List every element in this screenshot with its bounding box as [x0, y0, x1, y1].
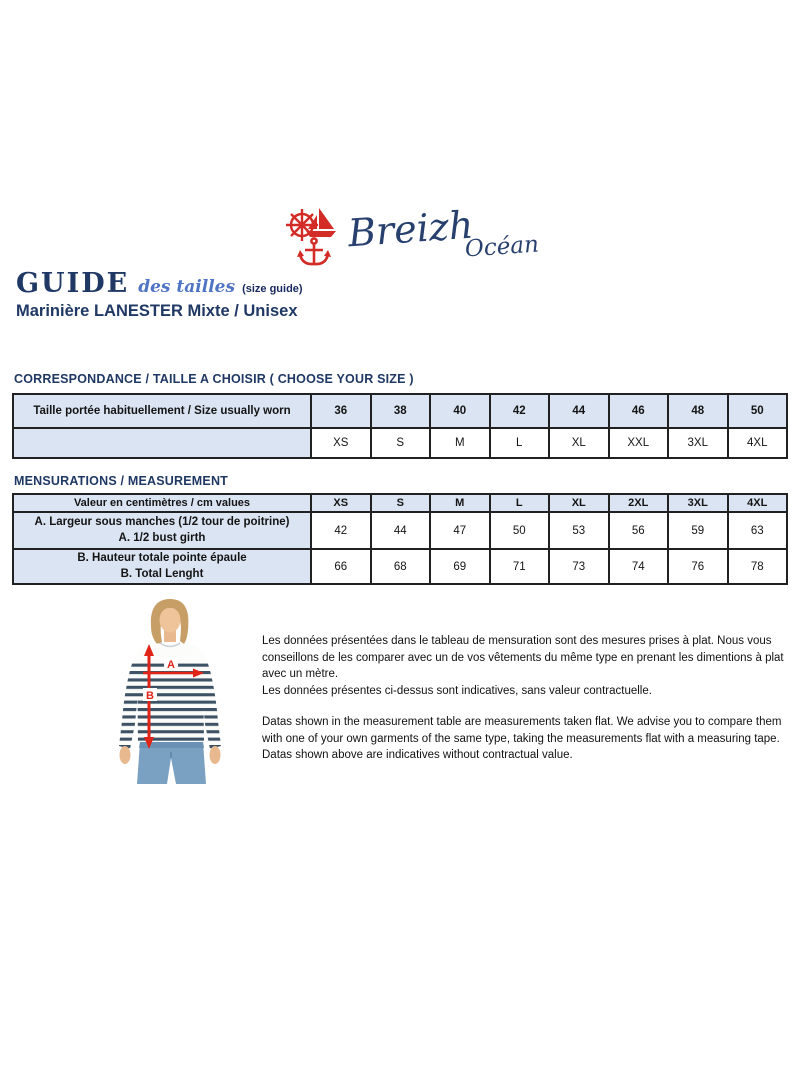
size-header-cell: M [430, 494, 490, 512]
value-cell: 71 [490, 549, 550, 584]
size-cell: XL [549, 428, 609, 458]
value-cell: 76 [668, 549, 728, 584]
table-row-bust [13, 512, 787, 549]
measurement-label-en: B. Total Lenght [120, 567, 204, 580]
value-cell: 66 [311, 549, 371, 584]
value-cell: 73 [549, 549, 609, 584]
value-cell: 47 [430, 512, 490, 549]
note-fr-2: Les données présentes ci-dessus sont indicatives, sans valeur contractuelle. [262, 684, 652, 697]
measurement-section-title: MENSURATIONS / MEASUREMENT [14, 474, 229, 488]
header-label: Valeur en centimètres / cm values [13, 494, 311, 512]
size-header-cell: 3XL [668, 494, 728, 512]
row-label: Taille portée habituellement / Size usually worn [13, 394, 311, 428]
brand-logo [286, 204, 539, 270]
measurement-label-fr: A. Largeur sous manches (1/2 tour de poitrine) [34, 515, 290, 528]
value-cell: 53 [549, 512, 609, 549]
product-title: Marinière LANESTER Mixte / Unisex [16, 302, 298, 320]
value-cell: 69 [430, 549, 490, 584]
size-cell: 44 [549, 394, 609, 428]
size-cell: 42 [490, 394, 550, 428]
note-en-1: Datas shown in the measurement table are measurements taken flat. We advise you to compare them with one of your own garments of the same type, taking the measurements flat with a measuring tape. [262, 716, 782, 745]
model-measurement-photo [107, 596, 255, 784]
size-header-cell: S [371, 494, 431, 512]
correspondence-section-title: CORRESPONDANCE / TAILLE A CHOISIR ( CHOOSE YOUR SIZE ) [14, 372, 414, 386]
arrow-b-label: B [146, 690, 154, 702]
brand-name-primary: Breizh [346, 202, 475, 256]
correspondence-table [12, 393, 788, 459]
size-header-cell: 4XL [728, 494, 788, 512]
guide-subtitle: des tailles [138, 277, 236, 297]
measurement-label [13, 549, 311, 584]
table-row [13, 428, 787, 458]
size-cell: XS [311, 428, 371, 458]
value-cell: 63 [728, 512, 788, 549]
empty-label-cell [13, 428, 311, 458]
value-cell: 78 [728, 549, 788, 584]
size-header-cell: 2XL [609, 494, 669, 512]
value-cell: 44 [371, 512, 431, 549]
measurement-label [13, 512, 311, 549]
size-cell: 38 [371, 394, 431, 428]
notes-block [262, 633, 796, 764]
size-header-cell: L [490, 494, 550, 512]
measurement-label-en: A. 1/2 bust girth [118, 531, 206, 544]
size-cell: M [430, 428, 490, 458]
size-cell: L [490, 428, 550, 458]
value-cell: 56 [609, 512, 669, 549]
size-cell: XXL [609, 428, 669, 458]
size-cell: 48 [668, 394, 728, 428]
table-row [13, 394, 787, 428]
value-cell: 74 [609, 549, 669, 584]
size-header-cell: XL [549, 494, 609, 512]
guide-title: GUIDE [16, 268, 130, 299]
measurement-label-fr: B. Hauteur totale pointe épaule [77, 552, 247, 564]
table-row-length [13, 549, 787, 584]
size-cell: 36 [311, 394, 371, 428]
value-cell: 59 [668, 512, 728, 549]
note-fr-1: Les données présentées dans le tableau de mensuration sont des mesures prises à plat. Nous vous conseillons de les comparer avec un de vos vêtements du même type en prenant les dimentions à plat avec un mètre. [262, 635, 784, 680]
value-cell: 68 [371, 549, 431, 584]
note-en-2: Datas shown above are indicatives without contractual value. [262, 749, 573, 761]
table-header-row [13, 494, 787, 512]
guide-note: (size guide) [242, 283, 303, 295]
size-cell: 4XL [728, 428, 788, 458]
value-cell: 50 [490, 512, 550, 549]
ship-wheel-anchor-icon [286, 204, 342, 270]
guide-title-line [16, 270, 303, 297]
size-cell: 40 [430, 394, 490, 428]
size-cell: 3XL [668, 428, 728, 458]
size-cell: S [371, 428, 431, 458]
size-cell: 46 [609, 394, 669, 428]
size-header-cell: XS [311, 494, 371, 512]
brand-wordmark [346, 202, 540, 263]
value-cell: 42 [311, 512, 371, 549]
size-cell: 50 [728, 394, 788, 428]
arrow-a-label: A [167, 659, 175, 671]
measurement-table [12, 493, 788, 585]
brand-name-secondary: Océan [464, 231, 540, 263]
